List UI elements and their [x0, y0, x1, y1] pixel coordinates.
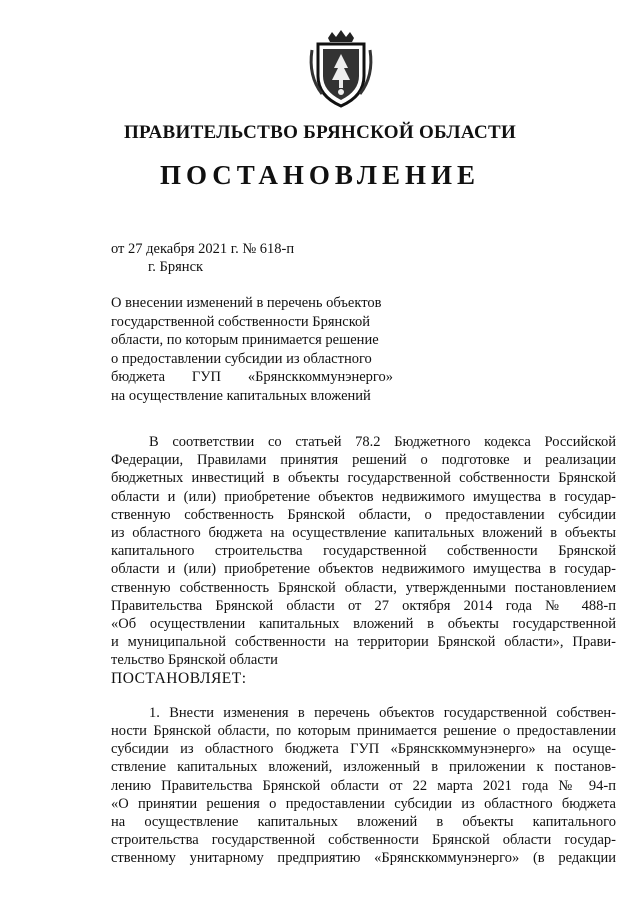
preamble-line: Федерации, Правилами принятия решений о подготовке и реализации	[111, 452, 616, 469]
item-1-line: ствление капитальных вложений, изложенный в приложении к постанов-	[111, 759, 616, 776]
subject-line: о предоставлении субсидии из областного	[111, 350, 372, 367]
preamble-line: области и (или) приобретение объектов недвижимого имущества в государ-	[111, 488, 616, 505]
preamble-line: «Об осуществлении капитальных вложений в объекты государственной	[111, 616, 616, 633]
document-subject	[111, 294, 393, 405]
item-1-line: ственному унитарному предприятию «Брянсккоммунэнерго» (в редакции	[111, 850, 616, 867]
document-body	[111, 433, 616, 868]
preamble-line: Правительства Брянской области от 27 октября 2014 года № 488-п	[111, 597, 616, 614]
preamble-line: В соответствии со статьей 78.2 Бюджетного кодекса Российской	[149, 434, 616, 450]
preamble-line: ственную собственность Брянской области, утвержденными постановлением	[111, 579, 616, 596]
subject-line: области, по которым принимается решение	[111, 332, 379, 348]
preamble-line: и муниципальной собственности на территории Брянской области», Прави-	[111, 634, 616, 651]
subject-line: государственной собственности Брянской	[111, 313, 371, 330]
preamble-line: области и (или) приобретение объектов недвижимого имущества в государ-	[111, 561, 616, 578]
item-1-line: «О принятии решения о предоставлении субсидии из областного бюджета	[111, 795, 616, 812]
item-1-line: строительства государственной собственности Брянской области государ-	[111, 832, 616, 849]
item-1-line: субсидии из областного бюджета ГУП «Брянсккоммунэнерго» на осуще-	[111, 741, 616, 758]
subject-line: на осуществление капитальных вложений	[111, 387, 371, 404]
preamble-line: бюджетных инвестиций в объекты государственной собственности Брянской	[111, 470, 616, 487]
subject-line: бюджета ГУП «Брянсккоммунэнерго»	[111, 369, 393, 385]
preamble-line: тельство Брянской области	[111, 652, 278, 669]
preamble-line: капитального строительства государственной собственности Брянской	[111, 543, 616, 560]
document-city: г. Брянск	[148, 259, 204, 275]
document-type-title: ПОСТАНОВЛЕНИЕ	[159, 160, 481, 190]
preamble-line: из областного бюджета на осуществление капитальных вложений в объекты	[111, 525, 616, 542]
item-1-line: лению Правительства Брянской области от 22 марта 2021 года № 94-п	[111, 777, 616, 794]
decree-word: ПОСТАНОВЛЯЕТ:	[111, 669, 247, 687]
document-date-number: от 27 декабря 2021 г. № 618-п	[111, 241, 295, 257]
preamble-line: ственную собственность Брянской области, о предоставлении субсидии	[111, 506, 616, 523]
authority-title: ПРАВИТЕЛЬСТВО БРЯНСКОЙ ОБЛАСТИ	[123, 122, 517, 143]
item-1-line: ности Брянской области, по которым принимается решение о предоставлении	[111, 723, 616, 740]
item-1-line: на осуществление капитальных вложений в объекты капитального	[111, 814, 616, 831]
coat-of-arms-icon	[306, 30, 376, 110]
item-1-line: 1. Внести изменения в перечень объектов государственной собствен-	[149, 704, 616, 721]
subject-line: О внесении изменений в перечень объектов	[111, 295, 382, 311]
